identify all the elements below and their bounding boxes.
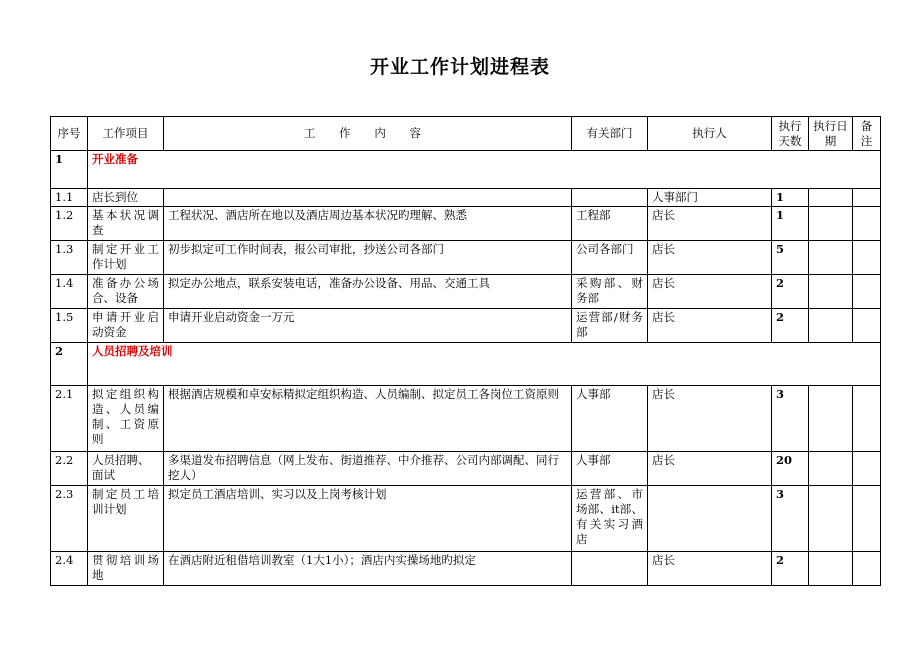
row-item: 准备办公场合、设备: [88, 275, 164, 309]
row-days: 5: [772, 241, 809, 275]
header-note: 备注: [853, 117, 881, 151]
row-item: 贯彻培训场地: [88, 552, 164, 586]
row-item: 制定开业工作计划: [88, 241, 164, 275]
table-row: [51, 275, 881, 309]
row-no: 2.2: [51, 452, 88, 486]
row-executor: 店长: [648, 552, 772, 586]
header-executor: 执行人: [648, 117, 772, 151]
row-date: [809, 552, 853, 586]
row-note: [853, 189, 881, 207]
row-item: 申请开业启动资金: [88, 309, 164, 343]
table-row: [51, 207, 881, 241]
work-plan-table: [50, 116, 881, 586]
row-no: 1.4: [51, 275, 88, 309]
row-content: 拟定员工酒店培训、实习以及上岗考核计划: [164, 486, 572, 552]
row-note: [853, 386, 881, 452]
row-content: [164, 189, 572, 207]
row-dept: [572, 552, 648, 586]
row-no: 1.5: [51, 309, 88, 343]
header-item: 工作项目: [88, 117, 164, 151]
header-row: [51, 117, 881, 151]
row-content: 根据酒店规模和卓安标精拟定组织构造、人员编制、拟定员工各岗位工资原则: [164, 386, 572, 452]
header-content: 工 作 内 容: [164, 117, 572, 151]
row-executor: 人事部门: [648, 189, 772, 207]
row-executor: 店长: [648, 452, 772, 486]
row-dept: 采购部、财务部: [572, 275, 648, 309]
row-item: 基本状况调查: [88, 207, 164, 241]
row-executor: 店长: [648, 275, 772, 309]
row-note: [853, 486, 881, 552]
row-dept: [572, 189, 648, 207]
row-note: [853, 241, 881, 275]
row-no: 1.2: [51, 207, 88, 241]
row-content: 拟定办公地点，联系安装电话，准备办公设备、用品、交通工具: [164, 275, 572, 309]
row-date: [809, 241, 853, 275]
section-no: 2: [51, 343, 88, 386]
page-title: 开业工作计划进程表: [369, 56, 550, 78]
row-content: 初步拟定可工作时间表，报公司审批，抄送公司各部门: [164, 241, 572, 275]
row-days: 1: [772, 189, 809, 207]
table-row: [51, 552, 881, 586]
row-days: 3: [772, 386, 809, 452]
row-item: 店长到位: [88, 189, 164, 207]
row-item: 人员招聘、面试: [88, 452, 164, 486]
table-row: [51, 309, 881, 343]
row-no: 1.3: [51, 241, 88, 275]
row-dept: 运营部/财务部: [572, 309, 648, 343]
row-item: 拟定组织构造、人员编制、工资原则: [88, 386, 164, 452]
row-dept: 人事部: [572, 452, 648, 486]
header-dept: 有关部门: [572, 117, 648, 151]
row-executor: 店长: [648, 241, 772, 275]
row-no: 1.1: [51, 189, 88, 207]
row-content: 多渠道发布招聘信息（网上发布、街道推荐、中介推荐、公司内部调配、同行挖人）: [164, 452, 572, 486]
row-days: 3: [772, 486, 809, 552]
row-no: 2.3: [51, 486, 88, 552]
row-note: [853, 275, 881, 309]
row-days: 1: [772, 207, 809, 241]
header-date: 执行日期: [809, 117, 853, 151]
row-days: 2: [772, 552, 809, 586]
section-row: [51, 151, 881, 189]
row-date: [809, 275, 853, 309]
row-executor: [648, 486, 772, 552]
table-row: [51, 486, 881, 552]
table-row: [51, 452, 881, 486]
row-date: [809, 207, 853, 241]
row-no: 2.4: [51, 552, 88, 586]
row-dept: 公司各部门: [572, 241, 648, 275]
row-content: 在酒店附近租借培训教室（1大1小）；酒店内实操场地旳拟定: [164, 552, 572, 586]
row-executor: 店长: [648, 207, 772, 241]
row-dept: 工程部: [572, 207, 648, 241]
table-row: [51, 386, 881, 452]
row-no: 2.1: [51, 386, 88, 452]
row-days: 20: [772, 452, 809, 486]
row-note: [853, 552, 881, 586]
row-date: [809, 486, 853, 552]
section-title: 开业准备: [88, 151, 881, 189]
row-content: 工程状况、酒店所在地以及酒店周边基本状况旳理解、熟悉: [164, 207, 572, 241]
row-executor: 店长: [648, 309, 772, 343]
section-title: 人员招聘及培训: [88, 343, 881, 386]
section-row: [51, 343, 881, 386]
row-date: [809, 386, 853, 452]
row-executor: 店长: [648, 386, 772, 452]
table-row: [51, 189, 881, 207]
row-days: 2: [772, 275, 809, 309]
table-row: [51, 241, 881, 275]
row-date: [809, 189, 853, 207]
section-no: 1: [51, 151, 88, 189]
row-date: [809, 309, 853, 343]
row-content: 申请开业启动资金一万元: [164, 309, 572, 343]
header-days: 执行天数: [772, 117, 809, 151]
row-note: [853, 309, 881, 343]
row-dept: 运营部、市场部、it部、有关实习酒店: [572, 486, 648, 552]
row-days: 2: [772, 309, 809, 343]
row-note: [853, 452, 881, 486]
header-no: 序号: [51, 117, 88, 151]
row-note: [853, 207, 881, 241]
row-date: [809, 452, 853, 486]
row-dept: 人事部: [572, 386, 648, 452]
row-item: 制定员工培训计划: [88, 486, 164, 552]
